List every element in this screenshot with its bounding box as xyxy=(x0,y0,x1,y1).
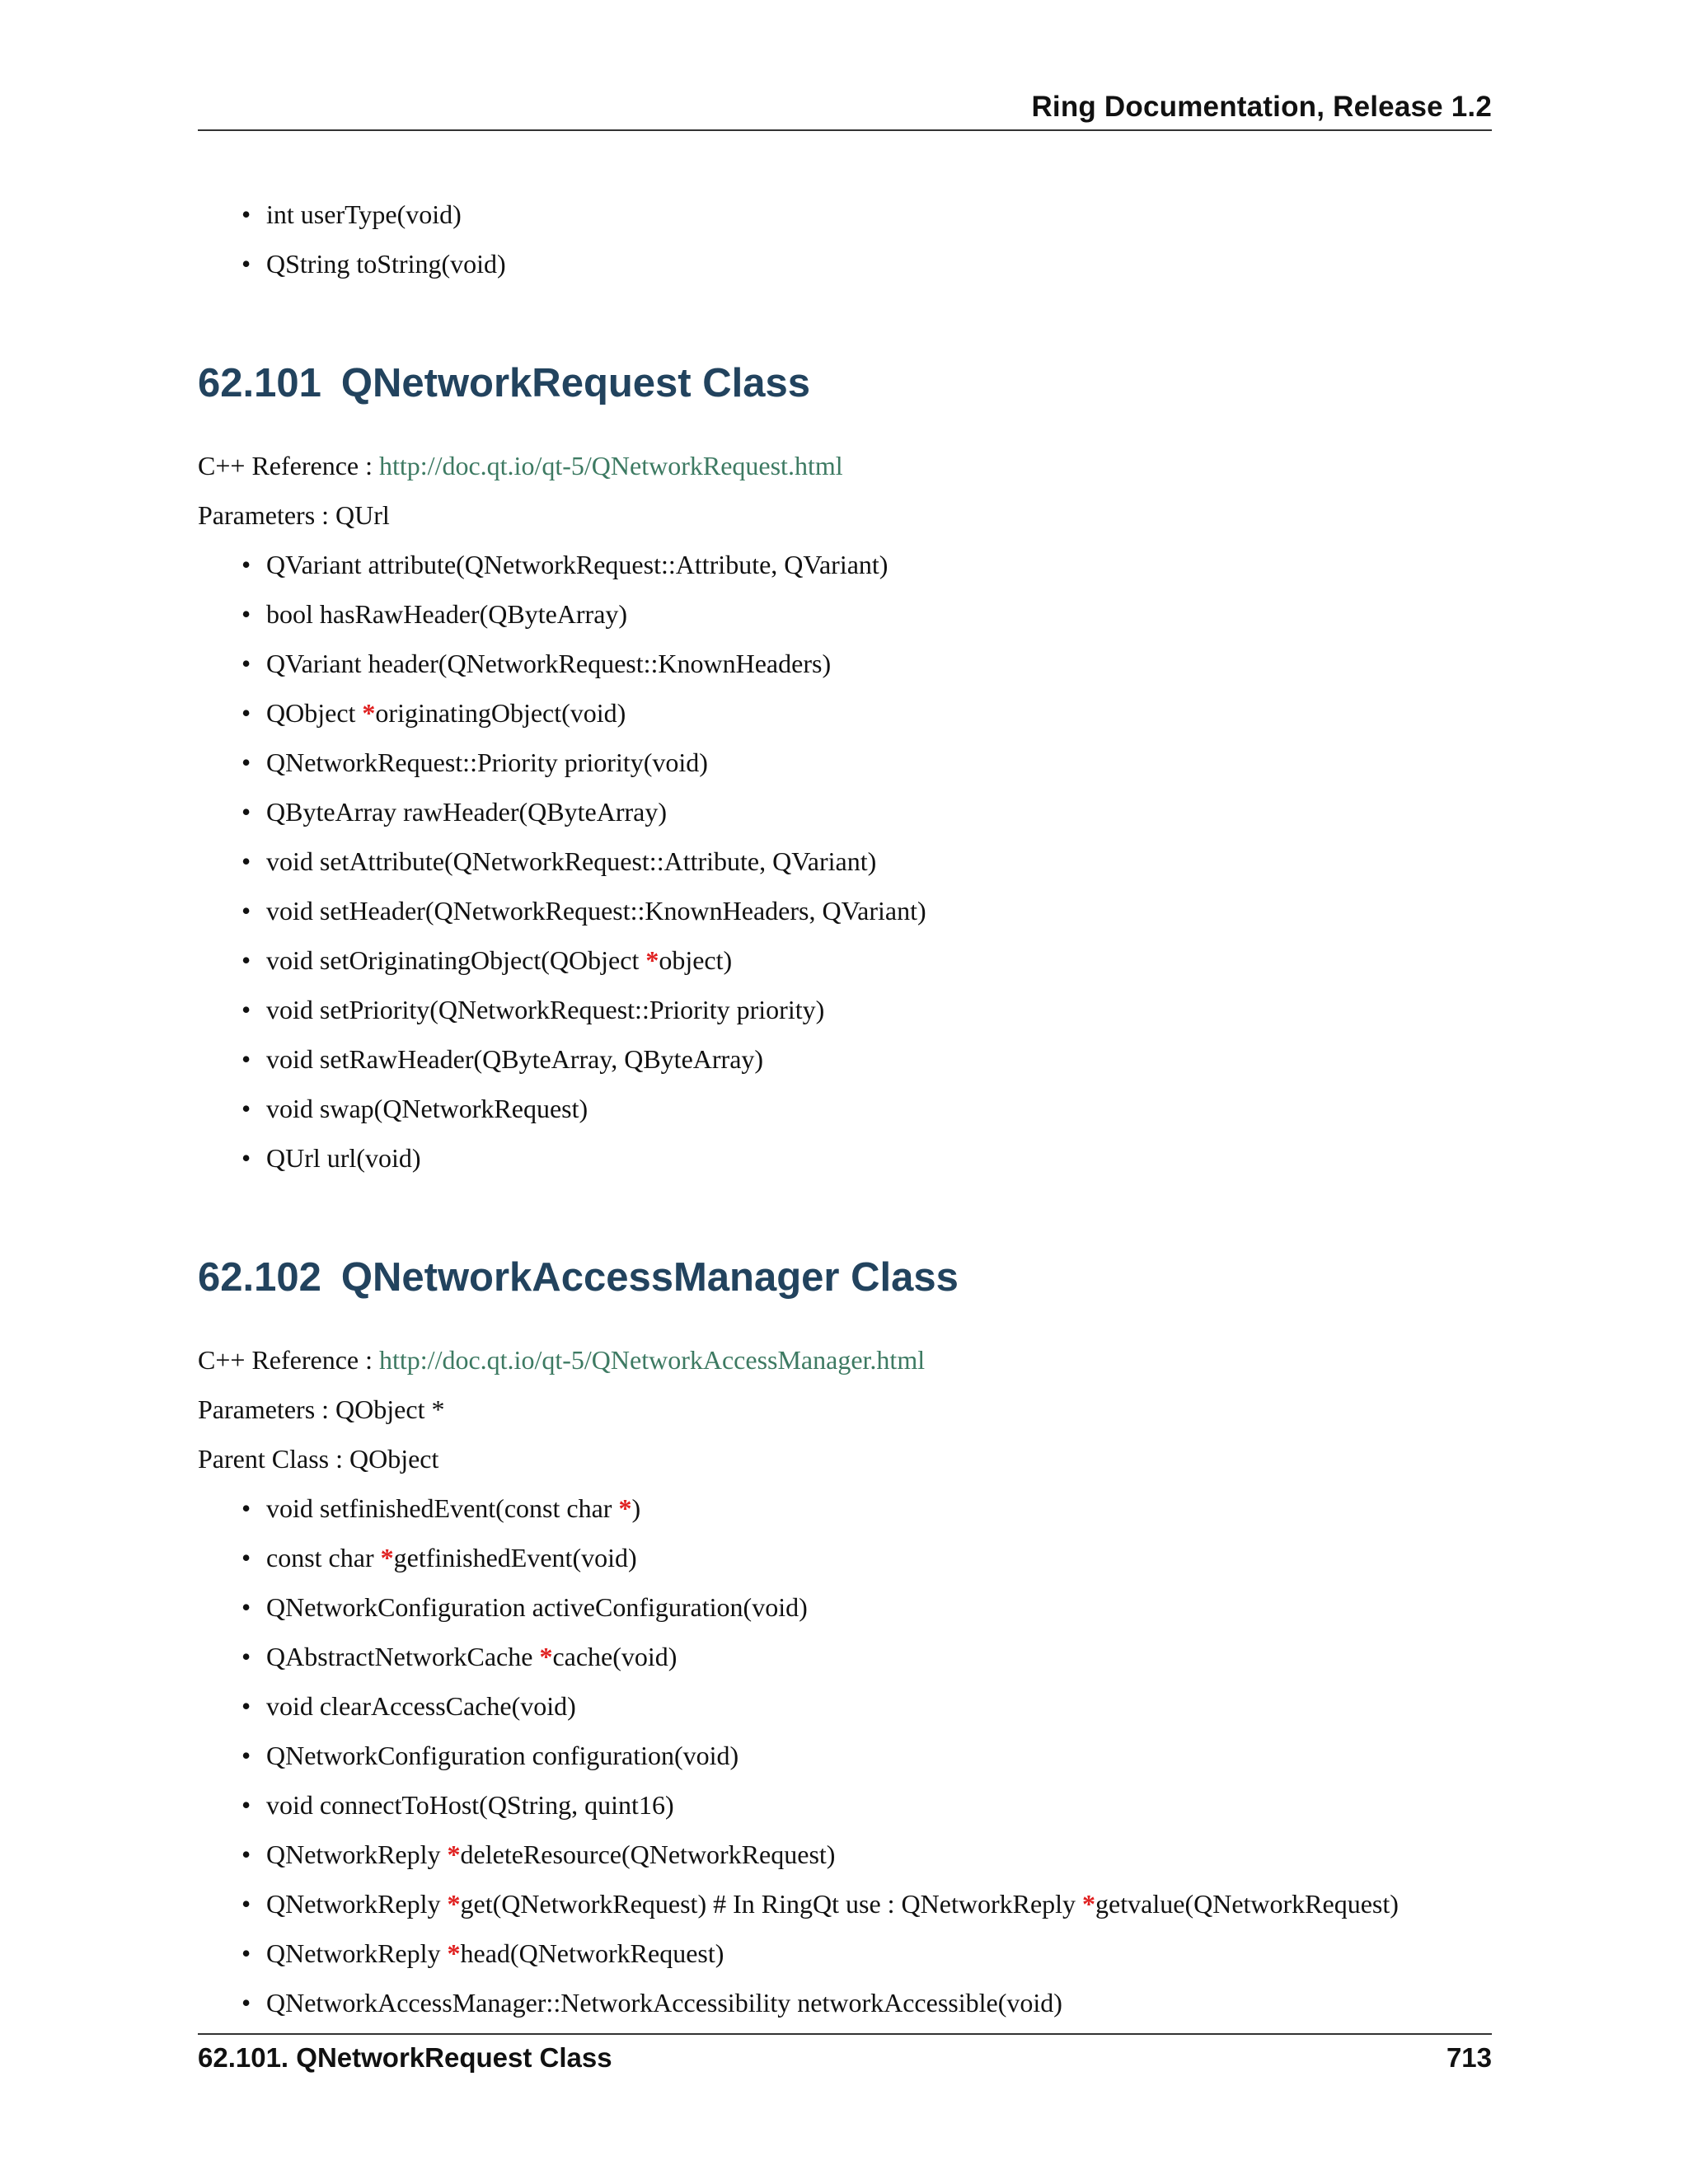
footer-section-title: 62.101. QNetworkRequest Class xyxy=(198,2042,612,2073)
bullet-icon: • xyxy=(241,1790,251,1820)
section-title-text: QNetworkRequest Class xyxy=(340,361,810,405)
parent-class-line: Parent Class : QObject xyxy=(198,1444,439,1474)
bullet-icon: • xyxy=(241,1988,251,2018)
method-list-item xyxy=(241,1582,1492,1632)
bullet-icon: • xyxy=(241,945,251,975)
bullet-icon: • xyxy=(241,550,251,579)
method-signature-text: QAbstractNetworkCache xyxy=(266,1642,540,1671)
method-list-item xyxy=(241,738,1492,787)
method-signature-text: void setfinishedEvent(const char xyxy=(266,1493,619,1523)
method-signature-text: getvalue(QNetworkRequest) xyxy=(1095,1889,1399,1919)
bullet-icon: • xyxy=(241,1642,251,1671)
bullet-icon: • xyxy=(241,249,251,279)
method-list-item xyxy=(241,589,1492,639)
parameters-line: Parameters : QObject * xyxy=(198,1394,445,1424)
cpp-reference-link[interactable]: http://doc.qt.io/qt-5/QNetworkRequest.html xyxy=(379,451,843,480)
method-signature-text: getfinishedEvent(void) xyxy=(393,1543,637,1572)
header-rule xyxy=(198,129,1492,131)
method-signature-text: void clearAccessCache(void) xyxy=(266,1691,576,1721)
cpp-reference-line xyxy=(198,1335,1492,1385)
method-signature-text: QUrl url(void) xyxy=(266,1143,421,1173)
method-list-item xyxy=(241,1034,1492,1084)
footer-rule xyxy=(198,2033,1492,2035)
bullet-icon: • xyxy=(241,846,251,876)
method-list-item xyxy=(241,985,1492,1034)
page-content xyxy=(198,190,1492,2027)
method-list-item xyxy=(241,935,1492,985)
method-signature-text: void connectToHost(QString, quint16) xyxy=(266,1790,674,1820)
bullet-icon: • xyxy=(241,797,251,827)
pointer-asterisk: * xyxy=(539,1642,553,1671)
cpp-reference-label: C++ Reference : xyxy=(198,451,379,480)
bullet-icon: • xyxy=(241,1143,251,1173)
section-title-text: QNetworkAccessManager Class xyxy=(340,1255,959,1300)
cpp-reference-link[interactable]: http://doc.qt.io/qt-5/QNetworkAccessManager.html xyxy=(379,1345,926,1375)
section-heading-qnetworkaccessmanager xyxy=(198,1253,1492,1302)
method-signature-text: originatingObject(void) xyxy=(375,698,626,728)
bullet-icon: • xyxy=(241,599,251,629)
method-signature-text: void setAttribute(QNetworkRequest::Attribute, QVariant) xyxy=(266,846,877,876)
bullet-icon: • xyxy=(241,1543,251,1572)
method-signature-text: QObject xyxy=(266,698,363,728)
pointer-asterisk: * xyxy=(380,1543,394,1572)
bullet-icon: • xyxy=(241,1094,251,1123)
document-page xyxy=(198,0,1492,2184)
method-signature-text: QString toString(void) xyxy=(266,249,506,279)
method-list-item xyxy=(241,1929,1492,1978)
method-list-item xyxy=(241,1830,1492,1879)
method-signature-text: QNetworkRequest::Priority priority(void) xyxy=(266,748,708,777)
pointer-asterisk: * xyxy=(447,1840,461,1869)
method-signature-text: QNetworkReply xyxy=(266,1889,448,1919)
method-list-item xyxy=(241,1632,1492,1681)
qnetworkaccessmanager-method-list xyxy=(198,1483,1492,2027)
previous-method-list xyxy=(198,190,1492,288)
method-list-item xyxy=(241,1879,1492,1929)
bullet-icon: • xyxy=(241,1493,251,1523)
pointer-asterisk: * xyxy=(1082,1889,1096,1919)
method-signature-text: ) xyxy=(631,1493,641,1523)
method-list-item xyxy=(241,886,1492,935)
method-signature-text: QVariant header(QNetworkRequest::KnownHeaders) xyxy=(266,649,832,678)
bullet-icon: • xyxy=(241,995,251,1024)
bullet-icon: • xyxy=(241,1044,251,1074)
method-list-item xyxy=(241,639,1492,688)
method-signature-text: int userType(void) xyxy=(266,199,462,229)
method-signature-text: void setPriority(QNetworkRequest::Priority priority) xyxy=(266,995,825,1024)
method-signature-text: QNetworkReply xyxy=(266,1938,448,1968)
method-list-item xyxy=(241,1133,1492,1183)
cpp-reference-line xyxy=(198,441,1492,490)
page-number: 713 xyxy=(1446,2042,1492,2073)
section-number: 62.102 xyxy=(198,1255,321,1300)
method-signature-text: void setHeader(QNetworkRequest::KnownHeaders, QVariant) xyxy=(266,896,926,926)
pointer-asterisk: * xyxy=(447,1889,461,1919)
bullet-icon: • xyxy=(241,748,251,777)
method-list-item xyxy=(241,1483,1492,1533)
method-list-item xyxy=(241,787,1492,837)
pointer-asterisk: * xyxy=(447,1938,461,1968)
method-signature-text: QNetworkAccessManager::NetworkAccessibility networkAccessible(void) xyxy=(266,1988,1062,2018)
method-list-item xyxy=(241,239,1492,288)
section-heading-qnetworkrequest xyxy=(198,359,1492,408)
bullet-icon: • xyxy=(241,199,251,229)
method-signature-text: QNetworkReply xyxy=(266,1840,448,1869)
section-number: 62.101 xyxy=(198,361,321,405)
parameters-line: Parameters : QUrl xyxy=(198,500,390,530)
pointer-asterisk: * xyxy=(362,698,376,728)
method-signature-text: bool hasRawHeader(QByteArray) xyxy=(266,599,628,629)
running-header: Ring Documentation, Release 1.2 xyxy=(1031,91,1492,123)
bullet-icon: • xyxy=(241,1840,251,1869)
method-signature-text: get(QNetworkRequest) # In RingQt use : QNetworkReply xyxy=(460,1889,1083,1919)
method-signature-text: const char xyxy=(266,1543,381,1572)
method-list-item xyxy=(241,837,1492,886)
method-signature-text: cache(void) xyxy=(552,1642,678,1671)
running-footer xyxy=(198,2042,1492,2074)
qnetworkrequest-method-list xyxy=(198,540,1492,1183)
bullet-icon: • xyxy=(241,649,251,678)
method-list-item xyxy=(241,1978,1492,2027)
bullet-icon: • xyxy=(241,1691,251,1721)
method-signature-text: void setOriginatingObject(QObject xyxy=(266,945,646,975)
method-list-item xyxy=(241,1731,1492,1780)
method-list-item xyxy=(241,1084,1492,1133)
cpp-reference-label: C++ Reference : xyxy=(198,1345,379,1375)
method-signature-text: head(QNetworkRequest) xyxy=(460,1938,724,1968)
bullet-icon: • xyxy=(241,1592,251,1622)
method-list-item xyxy=(241,1533,1492,1582)
method-list-item xyxy=(241,688,1492,738)
method-list-item xyxy=(241,1780,1492,1830)
bullet-icon: • xyxy=(241,1741,251,1770)
method-signature-text: QNetworkConfiguration configuration(void) xyxy=(266,1741,739,1770)
method-signature-text: void swap(QNetworkRequest) xyxy=(266,1094,588,1123)
method-signature-text: QByteArray rawHeader(QByteArray) xyxy=(266,797,667,827)
method-list-item xyxy=(241,540,1492,589)
bullet-icon: • xyxy=(241,896,251,926)
pointer-asterisk: * xyxy=(618,1493,632,1523)
bullet-icon: • xyxy=(241,1938,251,1968)
method-signature-text: QNetworkConfiguration activeConfiguration(void) xyxy=(266,1592,808,1622)
method-signature-text: QVariant attribute(QNetworkRequest::Attribute, QVariant) xyxy=(266,550,889,579)
pointer-asterisk: * xyxy=(645,945,659,975)
bullet-icon: • xyxy=(241,1889,251,1919)
method-list-item xyxy=(241,190,1492,239)
method-list-item xyxy=(241,1681,1492,1731)
method-signature-text: object) xyxy=(659,945,733,975)
method-signature-text: void setRawHeader(QByteArray, QByteArray) xyxy=(266,1044,764,1074)
method-signature-text: deleteResource(QNetworkRequest) xyxy=(460,1840,836,1869)
bullet-icon: • xyxy=(241,698,251,728)
